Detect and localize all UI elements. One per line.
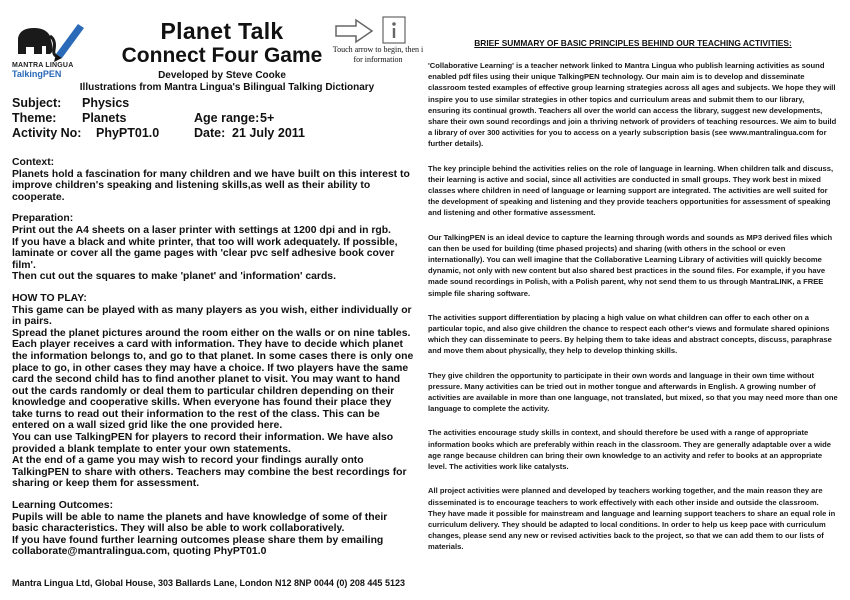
logo-line2: TalkingPEN (12, 69, 62, 79)
theme-value: Planets (82, 111, 127, 125)
subject-value: Physics (82, 96, 130, 110)
touch-instruction: Touch arrow to begin, then i for information (332, 45, 424, 64)
preparation-text-3: Then cut out the squares to make 'planet' and 'information' cards. (12, 271, 336, 283)
outcomes-heading: Learning Outcomes: (12, 500, 114, 512)
activity-label: Activity No: (12, 126, 82, 140)
preparation-text-1: Print out the A4 sheets on a laser printer with settings at 1200 dpi and in rgb. (12, 224, 391, 236)
how-to-play-text-2: Spread the planet pictures around the room either on the walls or on nine tables. Each player receives a card with information. They have to decide which planet the information belongs to, and go to that planet. In some cases there is only one place to go, in other cases they may have a choice. If two players have the same card the second child has to find another planet to visit. You may want to hand out the cards randomly or deal them to particular children depending on their knowledge and cooperative skills. When everyone has found their place they take turns to read out their information to the rest of the class. This can be entered on a wall sized grid like the one provided here. (12, 327, 414, 432)
date-label: Date: (194, 126, 226, 140)
preparation-text-2: If you have a black and white printer, that too will work adequately. If possible, laminate or cover all the game pages with 'clear pvc self adhesive book cover film'. (12, 236, 398, 271)
summary-paragraph: They give children the opportunity to participate in their own words and language in their own time without pressure. Many activities can be tried out in mother tongue and afterwards in English. A growing number of activities are available in more than one language, not translated, but mixed, so that you may need more than one language to complete the activity. (428, 370, 838, 414)
page-title: Planet Talk (160, 18, 284, 44)
summary-paragraph: The activities encourage study skills in context, and should therefore be used with a range of appropriate information books which are preferably within reach in the classroom. They are generally adaptable over a wide age range because children can bring their own knowledge to an activity and refer to books at an appropriate level. The activities work like catalysts. (428, 428, 832, 472)
mantra-lingua-logo (12, 20, 112, 82)
how-to-play-text-4: At the end of a game you may wish to record your findings aurally onto TalkingPEN to share with others. Teachers may combine the best recordings for sharing or keep them for assessment. (12, 455, 407, 490)
summary-paragraph: 'Collaborative Learning' is a teacher network linked to Mantra Lingua who publish learning activities as sound enabled pdf files using their unique TalkingPEN technology. Our main aim is to develop and disseminate classroom tested examples of effective group learning strategies across all ages and subjects. We hope they will inspire you to use similar strategies in other topics and curriculum areas and submit them to our library, ensuring its continual growth. Teachers all over the world can access the library, suggest new developments, share their own sound recordings and join a thriving network of providers of teaching resources. We aim to build a library of over 300 activities for you to access on a yearly subscription basis (see www.mantralingua.com for further details). (428, 61, 837, 149)
subject-label: Subject: (12, 96, 62, 110)
activity-meta (12, 96, 412, 141)
summary-heading: BRIEF SUMMARY OF BASIC PRINCIPLES BEHIND OUR TEACHING ACTIVITIES: (474, 38, 792, 48)
summary-panel (428, 38, 838, 593)
age-value: 5+ (260, 111, 275, 125)
outcomes-text-1: Pupils will be able to name the planets and have knowledge of some of their basic characteristics. They will also be able to work collaboratively. (12, 511, 388, 535)
date-value: 21 July 2011 (232, 126, 305, 140)
outcomes-text-2: If you have found further learning outcomes please share them by emailing collaborate@mantralingua.com, quoting PhyPT01.0 (12, 534, 384, 558)
logo-line1: MANTRA LINGUA (12, 62, 74, 69)
context-text: Planets hold a fascination for many children and we have built on this interest to improve children's speaking and listening skills,as well as their ability to cooperate. (12, 168, 410, 203)
how-to-play-text-1: This game can be played with as many players as you wish, either individually or in pairs. (12, 304, 412, 328)
start-arrow-icon[interactable] (334, 18, 374, 44)
elephant-pen-icon (12, 20, 92, 64)
summary-paragraph: All project activities were planned and developed by teachers working together, and the main reason they are disseminated is to encourage teachers to work effectively with each other inside and outside the classroom. They have made it possible for mainstream and language and learning support teachers to share an equal role in curriculum delivery. They should be adapted to local conditions. In order to help us keep pace with curriculum changes, please send any new or revised activities back to the project, so that we can add them to our lists of materials. (428, 486, 836, 552)
info-icon[interactable] (382, 16, 406, 44)
preparation-heading: Preparation: (12, 213, 74, 225)
summary-paragraph: The key principle behind the activities relies on the role of language in learning. When children talk and discuss, their learning is active and social, since all activities are conducted in small groups. They work best in mixed classes where children in need of language or learning support are integrated. The activities are well suited for the development of speaking and listening and they provide teachers opportunities for assessment of speaking and listening and other formative assessment. (428, 163, 834, 218)
how-to-play-text-3: You can use TalkingPEN for players to record their information. We have also provided a blank template to enter your own statements. (12, 432, 394, 455)
summary-paragraph: The activities support differentiation by placing a high value on what children can offer to each other on a particular topic, and also give children the chance to respect each other's views and formulate shared opinions which they can disseminate to peers. By helping them to take ideas and abstract concepts, discuss, paraphrase and move them about physically, they help to develop thinking skills. (428, 312, 832, 356)
summary-paragraph: Our TalkingPEN is an ideal device to capture the learning through words and sounds as MP3 derived files which can then be used for building (time phased projects) and sharing (with others in the school or even internationally). You can well imagine that the Collaborative Learning Library of activities will quickly become dynamic, not only with new content but also shared best practices in the sound files. For example, if you have made sound recordings in Polish, with a Polish parent, why not send them to us through MantraLINK, a FREE simple file sharing software. (428, 232, 833, 298)
activity-body (12, 157, 414, 558)
page-subtitle: Connect Four Game (121, 44, 323, 67)
context-heading: Context: (12, 157, 55, 168)
activity-value: PhyPT01.0 (96, 126, 160, 140)
activity-panel (12, 12, 424, 592)
age-label: Age range: (194, 111, 260, 125)
theme-label: Theme: (12, 111, 57, 125)
developed-by: Developed by Steve Cooke (158, 70, 286, 81)
publisher-footer: Mantra Lingua Ltd, Global House, 303 Ballards Lane, London N12 8NP 0044 (0) 208 445 5123 (12, 578, 405, 588)
how-to-play-heading: HOW TO PLAY: (12, 292, 87, 304)
illustrations-credit: Illustrations from Mantra Lingua's Bilingual Talking Dictionary (79, 82, 375, 93)
